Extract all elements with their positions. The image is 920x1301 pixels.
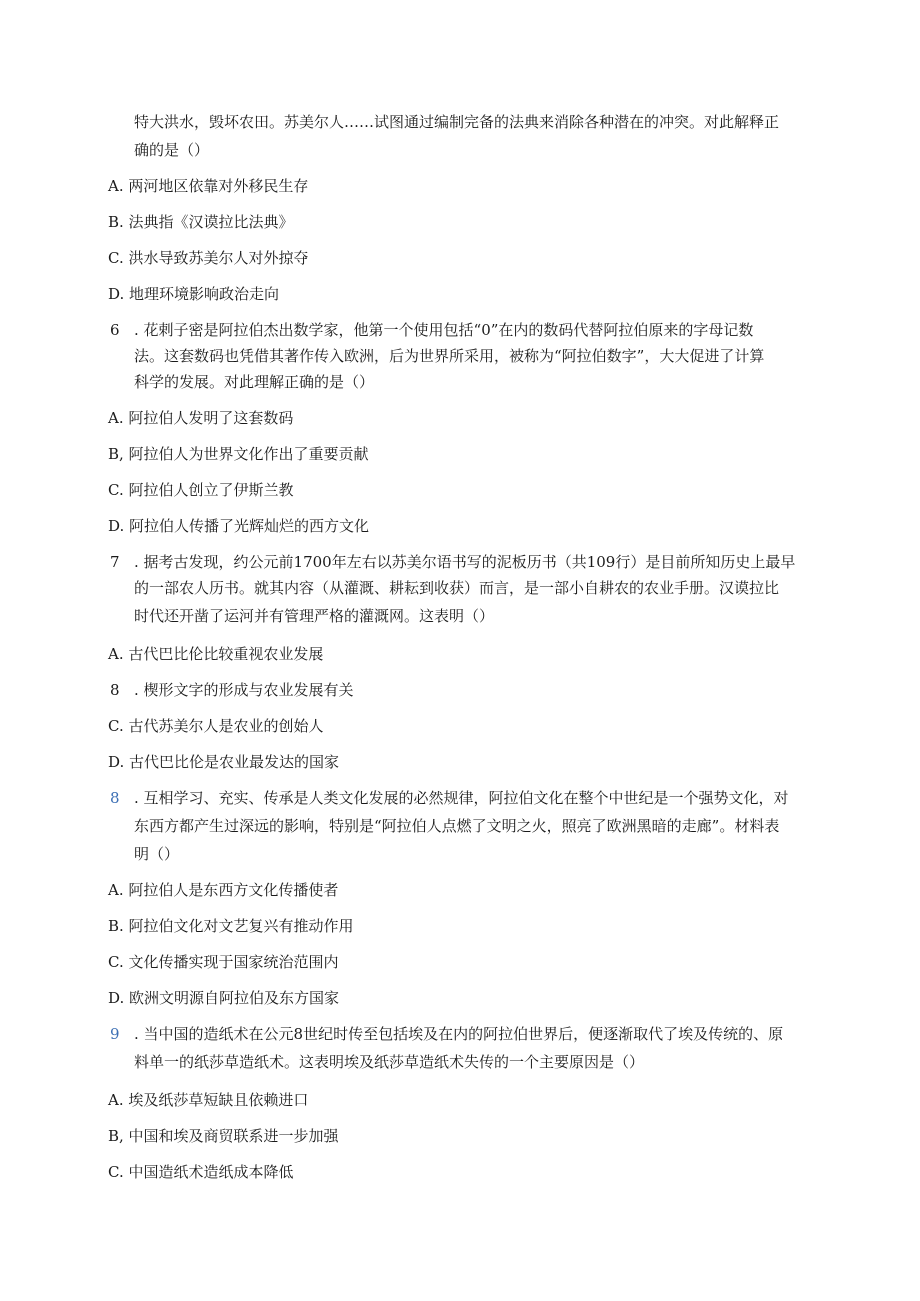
- q8-option-b: B. 阿拉伯文化对文艺复兴有推动作用: [108, 917, 354, 935]
- q7-number: 7: [110, 553, 120, 571]
- q9-stem-line-2: 料单一的纸莎草造纸术。这表明埃及纸莎草造纸术失传的一个主要原因是（）: [134, 1053, 645, 1071]
- q7-option-a: A. 古代巴比伦比较重视农业发展: [108, 645, 324, 663]
- q6-option-b: B, 阿拉伯人为世界文化作出了重要贡献: [108, 445, 369, 463]
- q6-stem-line-1: . 花剌子密是阿拉伯杰出数学家，他第一个使用包括“0”在内的数码代替阿拉伯原来的字母记数: [134, 321, 754, 339]
- q8-stem-line-2: 东西方都产生过深远的影响，特别是“阿拉伯人点燃了文明之火，照亮了欧洲黑暗的走廊”。材料表: [134, 817, 780, 835]
- q9-number: 9: [110, 1025, 120, 1043]
- q7-stem-line-2: 的一部农人历书。就其内容（从灌溉、耕耘到收获）而言，是一部小自耕农的农业手册。汉谟拉比: [134, 579, 780, 597]
- q7-option-d: D. 古代巴比伦是农业最发达的国家: [108, 753, 340, 771]
- q7-stem-line-1: . 据考古发现，约公元前1700年左右以苏美尔语书写的泥板历书（共109行）是目前所知历史上最早: [134, 553, 796, 571]
- q6-option-d: D. 阿拉伯人传播了光辉灿烂的西方文化: [108, 517, 370, 535]
- q8-stem-line-3: 明（）: [134, 845, 180, 863]
- q5-option-c: C. 洪水导致苏美尔人对外掠夺: [108, 249, 309, 267]
- q6-stem-line-3: 科学的发展。对此理解正确的是（）: [134, 373, 375, 391]
- q9-option-a: A. 埃及纸莎草短缺且依赖进口: [108, 1091, 309, 1109]
- q8-option-c: C. 文化传播实现于国家统治范围内: [108, 953, 339, 971]
- q8-option-a: A. 阿拉伯人是东西方文化传播使者: [108, 881, 339, 899]
- q8-option-d: D. 欧洲文明源自阿拉伯及东方国家: [108, 989, 340, 1007]
- q9-option-c: C. 中国造纸术造纸成本降低: [108, 1163, 294, 1181]
- q5-stem-line-2: 确的是（）: [134, 141, 210, 159]
- q9-stem-line-1: . 当中国的造纸术在公元8世纪时传至包括埃及在内的阿拉伯世界后，便逐渐取代了埃及传统的、原: [134, 1025, 784, 1043]
- q7-stem-line-3: 时代还开凿了运河并有管理严格的灌溉网。这表明（）: [134, 607, 495, 625]
- q6-option-c: C. 阿拉伯人创立了伊斯兰教: [108, 481, 294, 499]
- q6-option-a: A. 阿拉伯人发明了这套数码: [108, 409, 294, 427]
- q8-number: 8: [110, 789, 120, 807]
- q5-option-b: B. 法典指《汉谟拉比法典》: [108, 213, 294, 231]
- q9-option-b: B, 中国和埃及商贸联系进一步加强: [108, 1127, 339, 1145]
- q5-option-d: D. 地理环境影响政治走向: [108, 285, 280, 303]
- q6-stem-line-2: 法。这套数码也凭借其著作传入欧洲，后为世界所采用，被称为“阿拉伯数字”，大大促进了计算: [134, 347, 765, 365]
- q7-option-b-number: 8: [110, 681, 120, 699]
- q5-option-a: A. 两河地区依靠对外移民生存: [108, 177, 309, 195]
- q7-option-c: C. 古代苏美尔人是农业的创始人: [108, 717, 324, 735]
- q6-number: 6: [110, 321, 120, 339]
- q7-option-b: . 楔形文字的形成与农业发展有关: [134, 681, 354, 699]
- q5-stem-line-1: 特大洪水，毁坏农田。苏美尔人……试图通过编制完备的法典来消除各种潜在的冲突。对此解释正: [134, 113, 780, 131]
- q8-stem-line-1: . 互相学习、充实、传承是人类文化发展的必然规律，阿拉伯文化在整个中世纪是一个强势文化，对: [134, 789, 789, 807]
